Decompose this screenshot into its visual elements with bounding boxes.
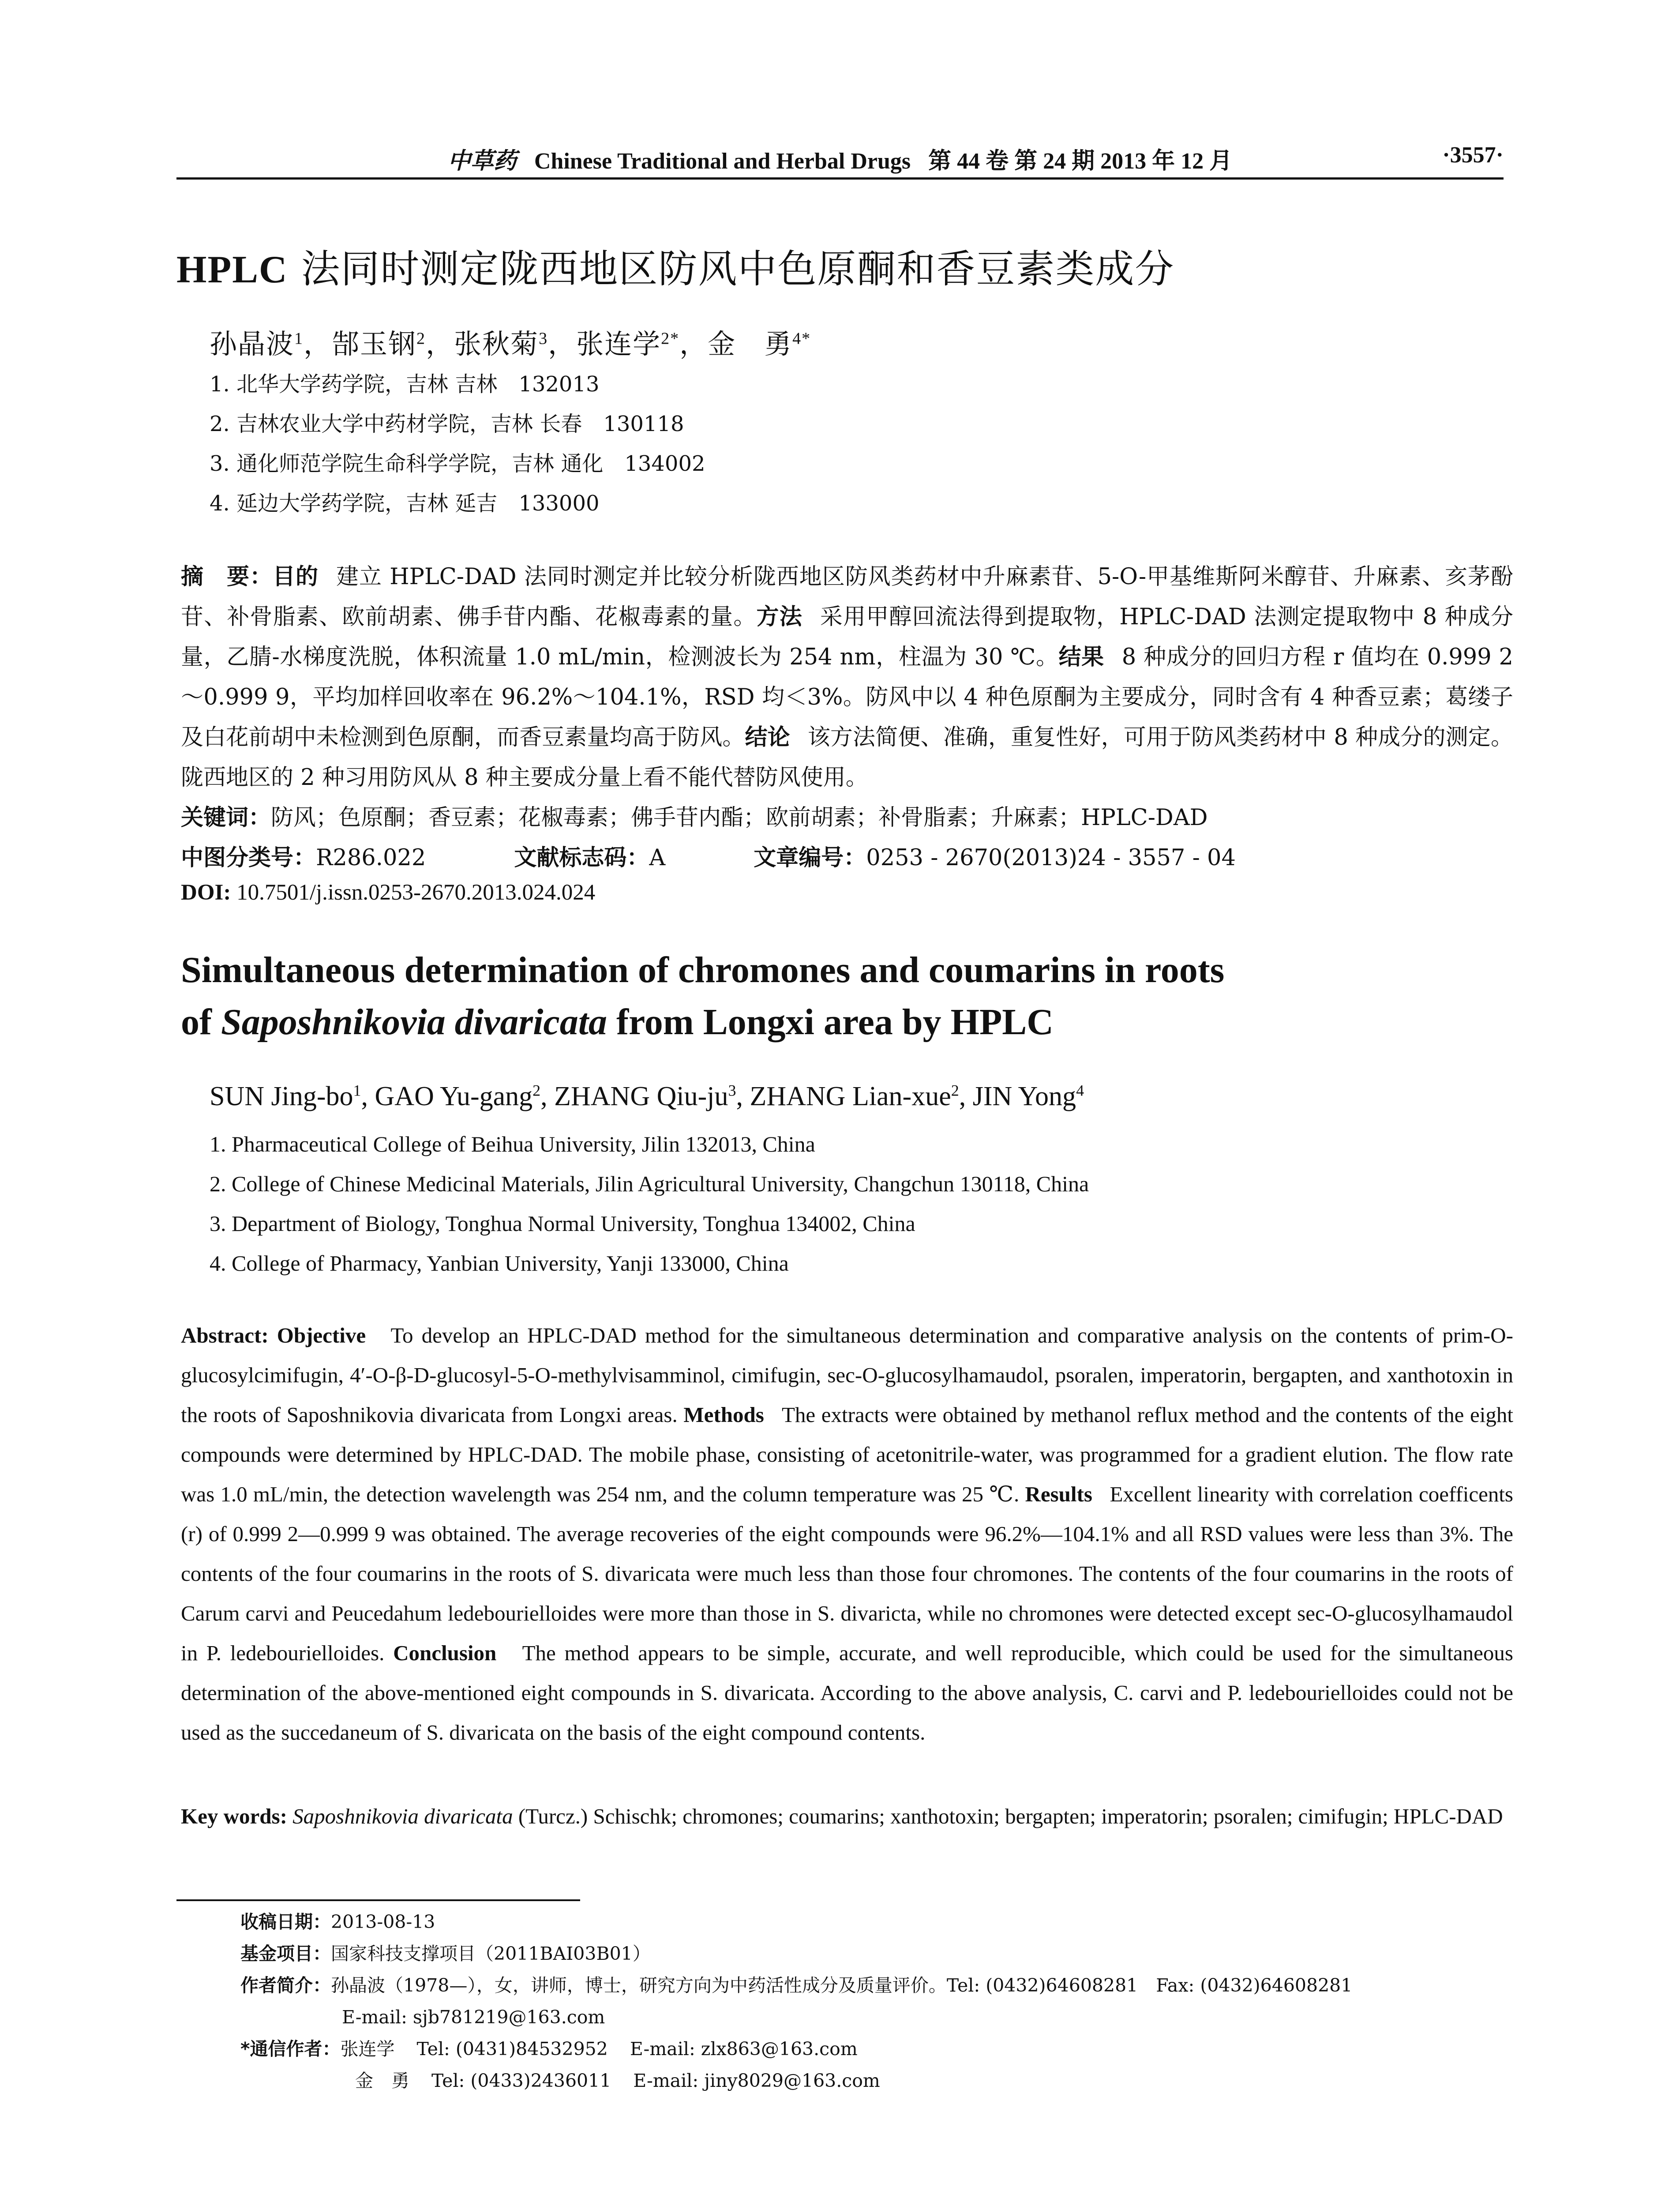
- cn-author-affiliation-mark: 2*: [661, 329, 680, 348]
- en-author-name: SUN Jing-bo: [210, 1081, 353, 1111]
- keywords-en: [181, 1797, 1513, 1836]
- en-author-name: JIN Yong: [972, 1081, 1076, 1111]
- authors-en: [210, 1081, 1084, 1112]
- page-number: ·3557·: [1442, 143, 1504, 168]
- keywords-en-label: Key words:: [181, 1804, 287, 1828]
- doi-label: DOI:: [181, 880, 231, 905]
- cn-author-name: 金 勇: [708, 328, 793, 360]
- doc-code-label: 文献标志码：: [514, 845, 649, 871]
- received-label: 收稿日期：: [240, 1911, 331, 1932]
- abstract-cn-conclusion: 该方法简便、准确，重复性好，可用于防风类药材中 8 种成分的测定。陇西地区的 2 种习用防风从 8 种主要成分量上看不能代替防风使用。: [181, 724, 1513, 791]
- footnote-corresponding-2: [240, 2065, 1352, 2097]
- doi-line: [181, 880, 595, 905]
- header-rule: [176, 177, 1504, 180]
- en-author-affiliation-mark: 3: [728, 1081, 736, 1099]
- title-en-line2-pre: of: [181, 1002, 221, 1043]
- affiliations-cn: [210, 364, 705, 523]
- affiliation-cn: 1. 北华大学药学院，吉林 吉林 132013: [210, 372, 600, 397]
- en-author-separator: ,: [736, 1081, 750, 1111]
- title-en-line2: [181, 996, 1224, 1048]
- en-author-name: ZHANG Lian-xue: [750, 1081, 951, 1111]
- corresponding-label: *通信作者：: [240, 2038, 341, 2060]
- en-author-affiliation-mark: 1: [353, 1081, 361, 1099]
- journal-name-en: Chinese Traditional and Herbal Drugs: [534, 149, 911, 174]
- footnotes: [240, 1906, 1352, 2097]
- corresponding-email-1: E-mail: zlx863@163.com: [630, 2038, 858, 2060]
- en-author-name: GAO Yu-gang: [375, 1081, 533, 1111]
- title-en-species: Saposhnikovia divaricata: [221, 1002, 608, 1043]
- title-cn-rest: 法同时测定陇西地区防风中色原酮和香豆素类成分: [288, 246, 1175, 292]
- affiliations-en: [210, 1124, 1089, 1283]
- keywords-cn-label: 关键词：: [181, 805, 271, 831]
- cn-author-separator: ，: [679, 328, 708, 360]
- cn-author-separator: ，: [548, 328, 577, 360]
- en-author-separator: ,: [959, 1081, 973, 1111]
- cn-author-name: 孙晶波: [210, 328, 295, 360]
- doi-link[interactable]: 10.7501/j.issn.0253-2670.2013.024.024: [236, 880, 596, 905]
- keywords-en-species: Saposhnikovia divaricata: [292, 1804, 513, 1828]
- en-author-separator: ,: [361, 1081, 375, 1111]
- title-en: [181, 944, 1224, 1048]
- cn-author-name: 郜玉钢: [332, 328, 417, 360]
- running-header: [176, 138, 1504, 176]
- clc-label: 中图分类号：: [181, 845, 316, 871]
- fund-label: 基金项目：: [240, 1943, 331, 1964]
- article-number: 0253 - 2670(2013)24 - 3557 - 04: [866, 845, 1236, 871]
- bio-text: 孙晶波（1978—），女，讲师，博士，研究方向为中药活性成分及质量评价。Tel: (0432)64608281 Fax: (0432)64608281: [331, 1975, 1353, 1996]
- corresponding-name-2: 金 勇: [355, 2070, 409, 2091]
- title-cn-prefix: HPLC: [176, 248, 288, 291]
- affiliation-en: 1. Pharmaceutical College of Beihua University, Jilin 132013, China: [210, 1132, 815, 1156]
- abstract-cn-label: 摘 要：: [181, 564, 273, 590]
- abstract-en-methods: The extracts were obtained by methanol reflux method and the contents of the eight compounds were determined by HPLC-DAD. The mobile phase, consisting of acetonitrile-water, was programmed for a gradient elution. The flow rate was 1.0 mL/min, the detection wavelength was 254 nm, and the column temperature was 25 ℃.: [181, 1403, 1513, 1506]
- abstract-cn-methods: 采用甲醇回流法得到提取物，HPLC-DAD 法测定提取物中 8 种成分量，乙腈-水梯度洗脱，体积流量 1.0 mL/min，检测波长为 254 nm，柱温为 30 ℃。: [181, 604, 1513, 670]
- classification-line: [181, 839, 1236, 872]
- keywords-en-list: (Turcz.) Schischk; chromones; coumarins; xanthotoxin; bergapten; imperatorin; psoralen; cimifugin; HPLC-DAD: [513, 1804, 1503, 1828]
- abstract-en: [181, 1316, 1513, 1752]
- affiliation-en: 4. College of Pharmacy, Yanbian University, Yanji 133000, China: [210, 1251, 789, 1276]
- cn-author-affiliation-mark: 2: [416, 329, 426, 348]
- abstract-en-objective-label: Objective: [277, 1323, 366, 1347]
- cn-author-affiliation-mark: 4*: [792, 329, 811, 348]
- affiliation-cn: 4. 延边大学药学院，吉林 延吉 133000: [210, 491, 600, 516]
- en-author-separator: ,: [540, 1081, 555, 1111]
- cn-author-separator: ，: [304, 328, 332, 360]
- corresponding-name-1: 张连学: [340, 2038, 395, 2060]
- en-author-name: ZHANG Qiu-ju: [554, 1081, 728, 1111]
- title-cn: [176, 238, 1174, 294]
- abstract-cn: [181, 557, 1513, 838]
- title-en-line1: Simultaneous determination of chromones and coumarins in roots: [181, 949, 1225, 990]
- en-author-affiliation-mark: 2: [951, 1081, 959, 1099]
- en-author-affiliation-mark: 4: [1076, 1081, 1084, 1099]
- article-number-label: 文章编号：: [754, 845, 866, 871]
- bio-label: 作者简介：: [240, 1975, 331, 1996]
- cn-author-name: 张秋菊: [454, 328, 539, 360]
- title-en-line2-post: from Longxi area by HPLC: [607, 1002, 1054, 1043]
- abstract-cn-conclusion-label: 结论: [745, 724, 790, 750]
- abstract-cn-results: 8 种成分的回归方程 r 值均在 0.999 2～0.999 9，平均加样回收率在 96.2%～104.1%，RSD 均＜3%。防风中以 4 种色原酮为主要成分，同时含有 4 种香豆素；葛缕子及白花前胡中未检测到色原酮，而香豆素量均高于防风。: [181, 644, 1513, 750]
- abstract-en-label: Abstract:: [181, 1323, 269, 1347]
- journal-issue: 第 44 卷 第 24 期 2013 年 12 月: [928, 149, 1233, 174]
- en-author-affiliation-mark: 2: [532, 1081, 541, 1099]
- authors-cn: [210, 322, 811, 361]
- cn-author-affiliation-mark: 3: [539, 329, 548, 348]
- received-date: 2013-08-13: [331, 1911, 435, 1932]
- clc-number: R286.022: [316, 845, 426, 871]
- abstract-cn-methods-label: 方法: [756, 604, 802, 630]
- abstract-en-results-label: Results: [1025, 1482, 1092, 1506]
- cn-author-name: 张连学: [576, 328, 661, 360]
- footnote-bio: [240, 1970, 1352, 2001]
- journal-name-cn: 中草药: [447, 147, 517, 174]
- affiliation-cn: 3. 通化师范学院生命科学学院，吉林 通化 134002: [210, 451, 705, 476]
- footnote-corresponding-1: [240, 2033, 1352, 2065]
- cn-author-affiliation-mark: 1: [294, 329, 304, 348]
- corresponding-tel-2: Tel: (0433)2436011: [431, 2070, 611, 2091]
- doc-code: A: [649, 845, 666, 871]
- abstract-en-methods-label: Methods: [683, 1403, 764, 1427]
- footnote-bio-email: E-mail: sjb781219@163.com: [342, 2007, 605, 2028]
- abstract-en-objective: To develop an HPLC-DAD method for the simultaneous determination and comparative analysis on the contents of prim-O-glucosylcimifugin, 4′-O-β-D-glucosyl-5-O-methylvisamminol, cimifugin, sec-O-glucosylhamaudol, psoralen, imperatorin, bergapten, and xanthotoxin in the roots of Saposhnikovia divaricata from Longxi areas.: [181, 1323, 1513, 1427]
- keywords-cn: 防风；色原酮；香豆素；花椒毒素；佛手苷内酯；欧前胡素；补骨脂素；升麻素；HPLC-DAD: [271, 805, 1208, 831]
- running-header-center: [176, 142, 1504, 175]
- abstract-en-conclusion-label: Conclusion: [393, 1641, 497, 1665]
- footnote-received: [240, 1906, 1352, 1938]
- cn-author-separator: ，: [426, 328, 454, 360]
- abstract-cn-objective-label: 目的: [272, 564, 319, 590]
- affiliation-en: 2. College of Chinese Medicinal Materials, Jilin Agricultural University, Changchun 130118, China: [210, 1171, 1089, 1196]
- abstract-en-results: Excellent linearity with correlation coefficents (r) of 0.999 2—0.999 9 was obtained. The average recoveries of the eight compounds were 96.2%—104.1% and all RSD values were less than 3%. The contents of the four coumarins in the roots of S. divaricata were much less than those four chromones. The contents of the four coumarins in the roots of Carum carvi and Peucedahum ledebourielloides were more than those in S. divaricta, while no chromones were detected except sec-O-glucosylhamaudol in P. ledebourielloides.: [181, 1482, 1513, 1665]
- corresponding-tel-1: Tel: (0431)84532952: [416, 2038, 608, 2060]
- affiliation-en: 3. Department of Biology, Tonghua Normal University, Tonghua 134002, China: [210, 1211, 915, 1236]
- affiliation-cn: 2. 吉林农业大学中药材学院，吉林 长春 130118: [210, 412, 684, 436]
- abstract-cn-objective: 建立 HPLC-DAD 法同时测定并比较分析陇西地区防风类药材中升麻素苷、5-O-甲基维斯阿米醇苷、升麻素、亥茅酚苷、补骨脂素、欧前胡素、佛手苷内酯、花椒毒素的量。: [181, 564, 1513, 630]
- abstract-cn-results-label: 结果: [1058, 644, 1104, 670]
- abstract-en-conclusion: The method appears to be simple, accurate, and well reproducible, which could be used for the simultaneous determination of the above-mentioned eight compounds in S. divaricata. According to the above analysis, C. carvi and P. ledebourielloides could not be used as the succedaneum of S. divaricata on the basis of the eight compound contents.: [181, 1641, 1514, 1745]
- fund-text: 国家科技支撑项目（2011BAI03B01）: [331, 1943, 651, 1964]
- footnote-rule: [176, 1899, 580, 1901]
- footnote-fund: [240, 1938, 1352, 1970]
- corresponding-email-2: E-mail: jiny8029@163.com: [633, 2070, 880, 2091]
